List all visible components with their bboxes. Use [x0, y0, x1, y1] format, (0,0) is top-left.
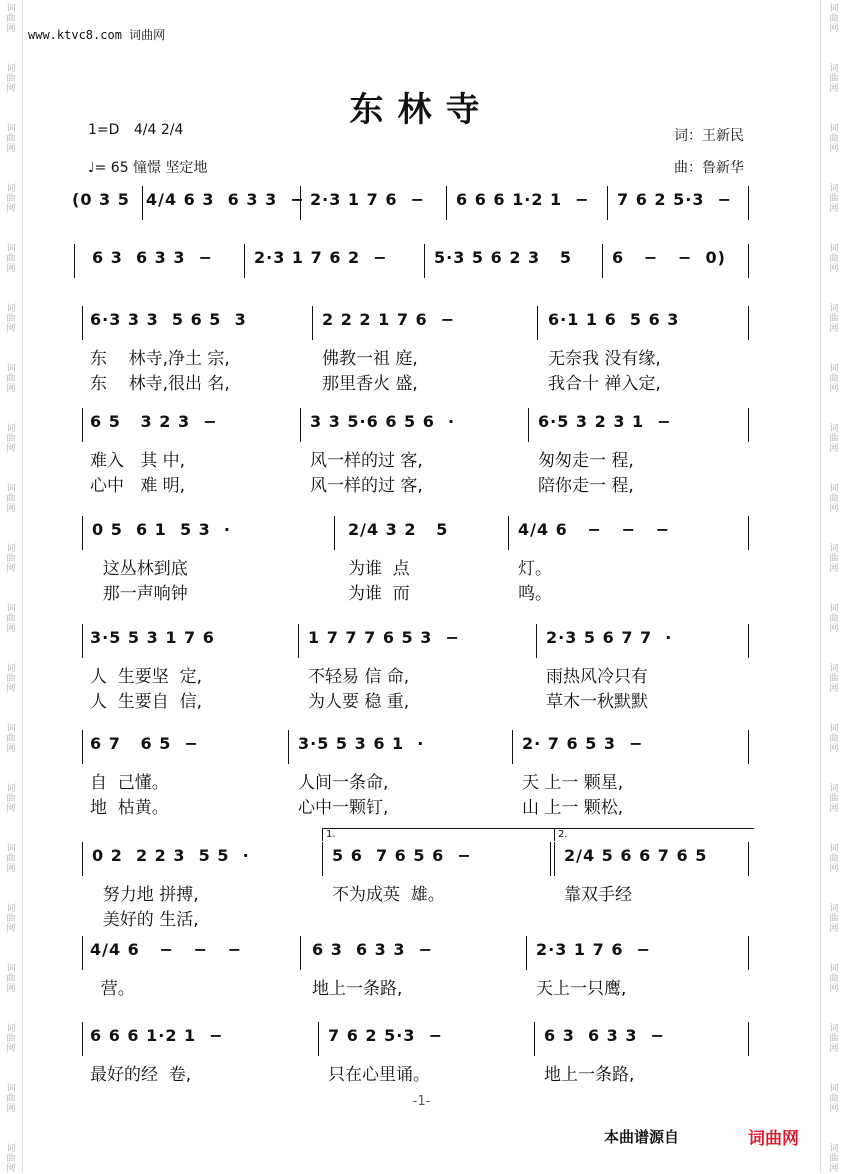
bar-line	[82, 408, 83, 442]
watermark-glyphs: 词 曲 网	[829, 1144, 839, 1174]
lyric-segment: 为人要 稳 重,	[308, 692, 410, 712]
score-system	[72, 1022, 762, 1083]
score-system	[72, 516, 762, 602]
measure-notes: 2·3 1 7 6 −	[310, 190, 425, 209]
bar-line	[82, 730, 83, 764]
bar-line	[537, 306, 538, 340]
bar-line	[446, 186, 447, 220]
lyric-line	[72, 972, 762, 997]
watermark-glyphs: 词 曲 网	[829, 4, 839, 34]
page-number: -1-	[412, 1094, 431, 1109]
score-system	[72, 186, 762, 222]
measure-notes: 7 6 2 5·3 −	[328, 1026, 443, 1045]
tempo-marking: ♩= 65 憧憬 坚定地	[88, 160, 208, 176]
bar-line	[74, 244, 75, 278]
lyric-line	[72, 660, 762, 685]
lyric-line	[72, 1058, 762, 1083]
lyric-segment: 为谁 而	[348, 584, 410, 604]
watermark-glyphs: 词 曲 网	[6, 184, 16, 214]
measure-notes: 7 6 2 5·3 −	[617, 190, 732, 209]
lyric-segment: 营。	[90, 979, 135, 999]
lyric-segment: 努力地 拼搏,	[92, 885, 199, 905]
bar-line	[82, 516, 83, 550]
lyric-line	[72, 367, 762, 392]
bar-line	[288, 730, 289, 764]
watermark-glyphs: 词 曲 网	[829, 244, 839, 274]
watermark-glyphs: 词 曲 网	[6, 604, 16, 634]
measure-notes: 6 7 6 5 −	[90, 734, 199, 753]
bar-line	[607, 186, 608, 220]
bar-line	[534, 1022, 535, 1056]
measure-notes: 6 − − 0)	[612, 248, 726, 267]
watermark-glyphs: 词 曲 网	[6, 244, 16, 274]
bar-line	[748, 306, 749, 340]
lyric-segment: 地 枯黄。	[90, 798, 169, 818]
lyric-segment: 山 上一 颗松,	[522, 798, 624, 818]
bar-line	[298, 624, 299, 658]
watermark-glyphs: 词 曲 网	[829, 484, 839, 514]
score-system	[72, 936, 762, 997]
score-system	[72, 829, 762, 930]
watermark-glyphs: 词 曲 网	[6, 904, 16, 934]
lyric-segment: 陪你走一 程,	[538, 476, 634, 496]
notation-row	[72, 186, 762, 222]
watermark-glyphs: 词 曲 网	[829, 604, 839, 634]
measure-notes: 4/4 6 − − −	[518, 520, 671, 539]
lyric-segment: 雨热风冷只有	[546, 667, 648, 687]
lyric-segment: 为谁 点	[348, 559, 410, 579]
bar-line	[512, 730, 513, 764]
lyric-segment: 风一样的过 客,	[310, 476, 423, 496]
lyric-segment: 靠双手经	[564, 885, 632, 905]
lyricist: 词：王新民	[674, 128, 744, 144]
measure-notes: 2· 7 6 5 3 −	[522, 734, 644, 753]
bar-line	[334, 516, 335, 550]
bar-line	[82, 624, 83, 658]
watermark-glyphs: 词 曲 网	[6, 4, 16, 34]
measure-notes: 6·1 1 6 5 6 3	[548, 310, 680, 329]
lyric-segment: 佛教一祖 庭,	[322, 349, 418, 369]
lyric-segment: 鸣。	[518, 584, 552, 604]
lyric-segment: 我合十 禅入定,	[548, 374, 661, 394]
watermark-glyphs: 词 曲 网	[829, 1084, 839, 1114]
measure-notes: 5 6 7 6 5 6 −	[332, 846, 472, 865]
notation-row	[72, 936, 762, 972]
bar-line	[82, 1022, 83, 1056]
lyric-segment: 人 生要坚 定,	[90, 667, 203, 687]
measure-notes: 0 2 2 2 3 5 5 ·	[92, 846, 250, 865]
measure-notes: (0 3 5	[72, 190, 130, 209]
notation-row	[72, 624, 762, 660]
score-system	[72, 624, 762, 710]
watermark-glyphs: 词 曲 网	[829, 904, 839, 934]
lyric-segment: 只在心里诵。	[328, 1065, 430, 1085]
watermark-glyphs: 词 曲 网	[829, 124, 839, 154]
lyric-segment: 风一样的过 客,	[310, 451, 423, 471]
watermark-glyphs: 词 曲 网	[829, 184, 839, 214]
site-label[interactable]: www.ktvc8.com 词曲网	[28, 28, 166, 42]
watermark-glyphs: 词 曲 网	[6, 424, 16, 454]
lyric-line	[72, 903, 762, 928]
watermark-glyphs: 词 曲 网	[829, 724, 839, 754]
measure-notes: 6 6 6 1·2 1 −	[90, 1026, 224, 1045]
notation-row	[72, 516, 762, 552]
lyric-segment: 自 己懂。	[90, 773, 169, 793]
bar-line	[424, 244, 425, 278]
lyric-segment: 天 上一 颗星,	[522, 773, 624, 793]
watermark-glyphs: 词 曲 网	[6, 724, 16, 754]
measure-notes: 2/4 5 6 6 7 6 5	[564, 846, 708, 865]
lyric-segment: 地上一条路,	[312, 979, 403, 999]
watermark-glyphs: 词 曲 网	[829, 364, 839, 394]
bar-line	[748, 730, 749, 764]
measure-notes: 2 2 2 1 7 6 −	[322, 310, 456, 329]
bar-line	[508, 516, 509, 550]
source-label: 本曲谱源自	[604, 1128, 680, 1146]
score-system	[72, 306, 762, 392]
measure-notes: 3 3 5·6 6 5 6 ·	[310, 412, 456, 431]
bar-line	[748, 408, 749, 442]
watermark-glyphs: 词 曲 网	[829, 424, 839, 454]
key-label: 1=D	[88, 122, 120, 138]
measure-notes: 3·5 5 3 1 7 6	[90, 628, 215, 647]
notation-row	[72, 306, 762, 342]
bar-line	[536, 624, 537, 658]
lyric-segment: 草木一秋默默	[546, 692, 648, 712]
watermark-glyphs: 词 曲 网	[6, 1024, 16, 1054]
notation-row	[72, 244, 762, 280]
watermark-glyphs: 词 曲 网	[6, 1084, 16, 1114]
notation-row	[72, 829, 762, 878]
watermark-glyphs: 词 曲 网	[6, 1144, 16, 1174]
lyric-segment: 那一声响钟	[92, 584, 188, 604]
measure-notes: 6·3 3 3 5 6 5 3	[90, 310, 247, 329]
lyric-line	[72, 791, 762, 816]
lyric-line	[72, 577, 762, 602]
measure-notes: 4/4 6 3 6 3 3 −	[146, 190, 305, 209]
lyric-line	[72, 552, 762, 577]
composer: 曲：鲁新华	[674, 160, 744, 176]
measure-notes: 0 5 6 1 5 3 ·	[92, 520, 232, 539]
measure-notes: 2·3 1 7 6 −	[536, 940, 651, 959]
watermark-glyphs: 词 曲 网	[6, 364, 16, 394]
notation-row	[72, 1022, 762, 1058]
watermark-glyphs: 词 曲 网	[6, 784, 16, 814]
measure-notes: 6 3 6 3 3 −	[544, 1026, 666, 1045]
lyric-segment: 天上一只鹰,	[536, 979, 627, 999]
left-margin-strip	[0, 0, 23, 1172]
watermark-glyphs: 词 曲 网	[6, 664, 16, 694]
measure-notes: 1 7 7 7 6 5 3 −	[308, 628, 460, 647]
bar-line	[300, 408, 301, 442]
watermark-glyphs: 词 曲 网	[6, 544, 16, 574]
bar-line	[602, 244, 603, 278]
watermark-glyphs: 词 曲 网	[6, 304, 16, 334]
score-system	[72, 244, 762, 280]
watermark-glyphs: 词 曲 网	[6, 124, 16, 154]
bar-line	[748, 516, 749, 550]
watermark-glyphs: 词 曲 网	[829, 304, 839, 334]
lyric-segment: 人间一条命,	[298, 773, 389, 793]
bar-line	[748, 624, 749, 658]
lyric-segment: 不轻易 信 命,	[308, 667, 410, 687]
bar-line	[748, 842, 749, 876]
bar-line	[550, 842, 551, 876]
bar-line	[748, 244, 749, 278]
watermark-glyphs: 词 曲 网	[829, 664, 839, 694]
watermark-glyphs: 词 曲 网	[6, 844, 16, 874]
lyric-segment: 地上一条路,	[544, 1065, 635, 1085]
measure-notes: 6 3 6 3 3 −	[312, 940, 434, 959]
bar-line	[318, 1022, 319, 1056]
bar-line	[82, 306, 83, 340]
watermark-glyphs: 词 曲 网	[829, 64, 839, 94]
measure-notes: 2·3 1 7 6 2 −	[254, 248, 388, 267]
notation-row	[72, 730, 762, 766]
watermark-glyphs: 词 曲 网	[6, 964, 16, 994]
lyric-segment: 那里香火 盛,	[322, 374, 418, 394]
watermark-glyphs: 词 曲 网	[829, 544, 839, 574]
watermark-glyphs: 词 曲 网	[829, 1024, 839, 1054]
measure-notes: 4/4 6 − − −	[90, 940, 243, 959]
lyric-segment: 这丛林到底	[92, 559, 188, 579]
lyric-segment: 人 生要自 信,	[90, 692, 203, 712]
lyric-segment: 不为成英 雄。	[332, 885, 445, 905]
volta-bracket-1: 1.	[322, 828, 554, 841]
bar-line	[244, 244, 245, 278]
lyric-line	[72, 685, 762, 710]
watermark-glyphs: 词 曲 网	[829, 784, 839, 814]
volta-bracket-2: 2.	[554, 828, 754, 841]
bar-line	[312, 306, 313, 340]
watermark-glyphs: 词 曲 网	[829, 964, 839, 994]
lyric-segment: 东 林寺,净土 宗,	[90, 349, 230, 369]
lyric-segment: 无奈我 没有缘,	[548, 349, 661, 369]
lyric-segment: 难入 其 中,	[90, 451, 186, 471]
notation-row	[72, 408, 762, 444]
measure-notes: 6·5 3 2 3 1 −	[538, 412, 672, 431]
bar-line	[748, 186, 749, 220]
score-system	[72, 408, 762, 494]
bar-line	[748, 1022, 749, 1056]
lyric-segment: 最好的经 卷,	[90, 1065, 192, 1085]
measure-notes: 5·3 5 6 2 3 5	[434, 248, 572, 267]
song-title: 东林寺	[349, 90, 494, 130]
lyric-segment: 心中一颗钉,	[298, 798, 389, 818]
measure-notes: 6 6 6 1·2 1 −	[456, 190, 590, 209]
brand-link[interactable]: 词曲网	[748, 1129, 799, 1149]
measure-notes: 6 3 6 3 3 −	[92, 248, 214, 267]
lyric-segment: 灯。	[518, 559, 552, 579]
score-system	[72, 730, 762, 816]
bar-line	[142, 186, 143, 220]
bar-line	[82, 936, 83, 970]
measure-notes: 3·5 5 3 6 1 ·	[298, 734, 425, 753]
watermark-glyphs: 词 曲 网	[6, 484, 16, 514]
watermark-glyphs: 词 曲 网	[6, 64, 16, 94]
bar-line	[528, 408, 529, 442]
bar-line	[526, 936, 527, 970]
bar-line	[82, 842, 83, 876]
watermark-glyphs: 词 曲 网	[829, 844, 839, 874]
key-signature	[88, 122, 183, 138]
lyric-line	[72, 342, 762, 367]
measure-notes: 2/4 3 2 5	[348, 520, 449, 539]
measure-notes: 6 5 3 2 3 −	[90, 412, 218, 431]
lyric-segment: 匆匆走一 程,	[538, 451, 634, 471]
lyric-line	[72, 878, 762, 903]
lyric-line	[72, 766, 762, 791]
bar-line	[748, 936, 749, 970]
lyric-segment: 美好的 生活,	[92, 910, 199, 930]
lyric-segment: 东 林寺,很出 名,	[90, 374, 230, 394]
lyric-line	[72, 469, 762, 494]
bar-line	[322, 842, 323, 876]
bar-line	[554, 842, 555, 876]
right-margin-strip	[820, 0, 843, 1172]
lyric-line	[72, 444, 762, 469]
bar-line	[300, 936, 301, 970]
lyric-segment: 心中 难 明,	[90, 476, 186, 496]
time-signature: 4/4 2/4	[133, 122, 184, 138]
measure-notes: 2·3 5 6 7 7 ·	[546, 628, 673, 647]
